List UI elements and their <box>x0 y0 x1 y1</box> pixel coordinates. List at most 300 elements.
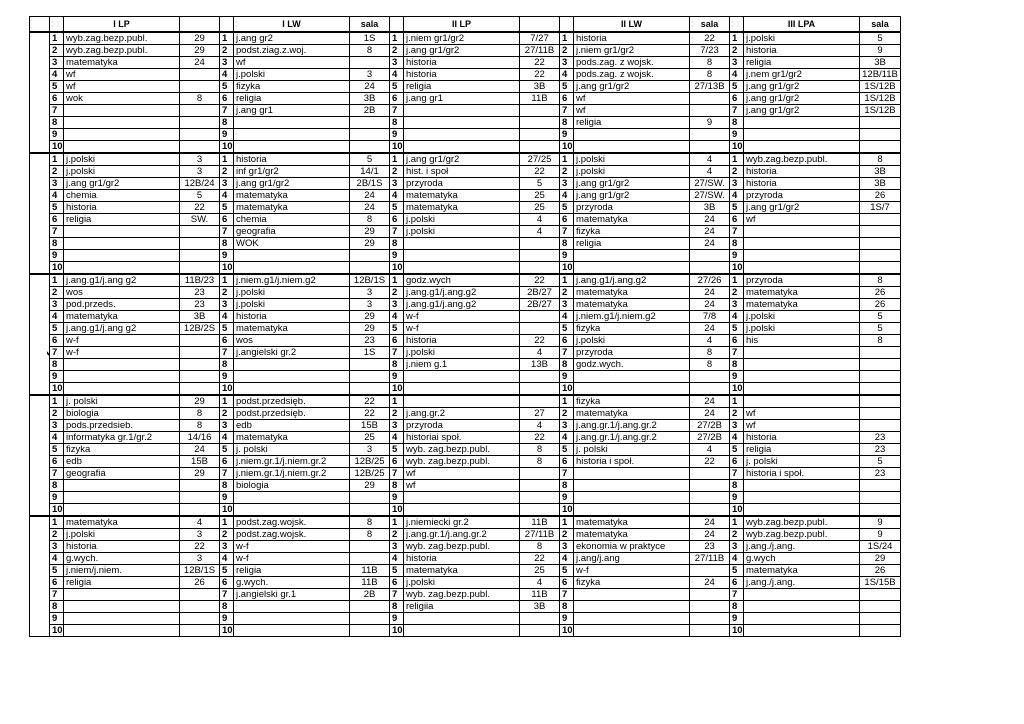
lesson-number-cell: 5 <box>220 444 234 456</box>
room-cell: 1S/15B <box>860 577 901 589</box>
subject-cell: historia <box>404 553 520 565</box>
room-cell: 1S <box>350 32 390 45</box>
day-label <box>30 395 50 516</box>
room-cell: 11B <box>520 93 560 105</box>
room-cell <box>690 601 730 613</box>
room-cell <box>860 480 901 492</box>
room-cell: 22 <box>520 166 560 178</box>
lesson-number-cell: 10 <box>220 262 234 275</box>
room-cell: 3B <box>690 202 730 214</box>
subject-cell: edb <box>64 456 180 468</box>
room-cell <box>520 262 560 275</box>
subject-cell <box>64 625 180 637</box>
subject-cell: j.ang gr1/gr2 <box>574 81 690 93</box>
lesson-number-cell: 4 <box>390 432 404 444</box>
lesson-row <box>30 202 901 214</box>
lesson-row <box>30 613 901 625</box>
room-cell: 2B/27 <box>520 287 560 299</box>
room-cell: 4 <box>690 166 730 178</box>
lesson-number-cell: 3 <box>730 299 744 311</box>
lesson-number-cell: 3 <box>390 299 404 311</box>
room-cell: 24 <box>180 444 220 456</box>
room-cell: 23 <box>350 335 390 347</box>
lesson-number-cell: 3 <box>220 299 234 311</box>
subject-cell: historia <box>744 45 860 57</box>
room-cell: 4 <box>690 444 730 456</box>
lesson-number-cell: 8 <box>50 480 64 492</box>
room-cell <box>350 601 390 613</box>
lesson-number-cell: 2 <box>390 287 404 299</box>
header-room-2lw: sala <box>690 17 730 33</box>
room-cell: 24 <box>690 226 730 238</box>
subject-cell: historia <box>64 541 180 553</box>
lesson-number-cell: 8 <box>560 359 574 371</box>
lesson-number-cell: 3 <box>560 299 574 311</box>
room-cell: 8 <box>180 93 220 105</box>
lesson-number-cell: 9 <box>390 371 404 383</box>
lesson-number-cell: 4 <box>50 553 64 565</box>
lesson-number-cell: 3 <box>220 420 234 432</box>
lesson-number-cell: 8 <box>50 601 64 613</box>
header-class-3lpa: III LPA <box>744 17 860 33</box>
lesson-number-cell: 9 <box>730 613 744 625</box>
lesson-number-cell: 6 <box>730 456 744 468</box>
lesson-number-cell: 2 <box>220 45 234 57</box>
room-cell: 8 <box>520 456 560 468</box>
lesson-number-cell: 9 <box>730 492 744 504</box>
room-cell: 22 <box>690 32 730 45</box>
subject-cell: w-f <box>234 553 350 565</box>
lesson-number-cell: 10 <box>390 504 404 517</box>
lesson-number-cell: 1 <box>560 153 574 166</box>
lesson-number-cell: 5 <box>220 565 234 577</box>
subject-cell <box>574 625 690 637</box>
room-cell: 3 <box>180 153 220 166</box>
room-cell: 5 <box>860 323 901 335</box>
subject-cell: wyb.zag.bezp.publ. <box>64 45 180 57</box>
room-cell <box>860 226 901 238</box>
room-cell: 25 <box>520 202 560 214</box>
subject-cell: religia <box>64 214 180 226</box>
subject-cell: j.niem.g1/j.niem.g2 <box>234 274 350 287</box>
lesson-number-cell: 10 <box>730 383 744 396</box>
lesson-number-cell: 3 <box>730 541 744 553</box>
lesson-number-cell: 5 <box>390 444 404 456</box>
subject-cell: wyb.zag.bezp.publ. <box>744 529 860 541</box>
lesson-row <box>30 383 901 396</box>
subject-cell <box>64 250 180 262</box>
subject-cell: historia <box>404 69 520 81</box>
subject-cell <box>234 383 350 396</box>
subject-cell: j.polski <box>234 287 350 299</box>
lesson-number-cell: 3 <box>390 541 404 553</box>
room-cell <box>520 504 560 517</box>
lesson-row <box>30 601 901 613</box>
room-cell: 3B <box>520 601 560 613</box>
lesson-row <box>30 93 901 105</box>
lesson-number-cell: 4 <box>560 553 574 565</box>
header-spacer <box>220 17 234 33</box>
subject-cell: j.ang.g1/j.ang g2 <box>64 274 180 287</box>
lesson-number-cell: 5 <box>730 565 744 577</box>
room-cell <box>690 129 730 141</box>
lesson-number-cell: 5 <box>730 323 744 335</box>
header-room-1lw: sala <box>350 17 390 33</box>
subject-cell: historiai społ. <box>404 432 520 444</box>
lesson-row <box>30 347 901 359</box>
room-cell: 3 <box>350 299 390 311</box>
lesson-number-cell: 9 <box>560 129 574 141</box>
lesson-number-cell: 3 <box>730 57 744 69</box>
room-cell: 26 <box>860 565 901 577</box>
lesson-number-cell: 2 <box>730 287 744 299</box>
lesson-number-cell: 5 <box>390 565 404 577</box>
room-cell: 24 <box>690 529 730 541</box>
lesson-row <box>30 32 901 45</box>
room-cell: 3 <box>180 529 220 541</box>
lesson-number-cell: 5 <box>730 202 744 214</box>
room-cell: 8 <box>520 541 560 553</box>
lesson-number-cell: 7 <box>560 589 574 601</box>
lesson-row <box>30 299 901 311</box>
lesson-number-cell: 9 <box>390 613 404 625</box>
subject-cell <box>744 347 860 359</box>
subject-cell: matematyka <box>574 299 690 311</box>
room-cell: 26 <box>860 287 901 299</box>
lesson-number-cell: 1 <box>730 274 744 287</box>
subject-cell: religia <box>744 57 860 69</box>
room-cell: 7/8 <box>690 311 730 323</box>
lesson-number-cell: 1 <box>50 395 64 408</box>
lesson-number-cell: 7 <box>220 105 234 117</box>
subject-cell: edb <box>234 420 350 432</box>
lesson-number-cell: 7 <box>50 589 64 601</box>
room-cell: 26 <box>860 299 901 311</box>
lesson-number-cell: 5 <box>390 202 404 214</box>
subject-cell: w-f <box>64 347 180 359</box>
lesson-number-cell: 4 <box>50 69 64 81</box>
lesson-number-cell: 8 <box>560 480 574 492</box>
lesson-number-cell: 7 <box>220 226 234 238</box>
lesson-number-cell: 2 <box>50 287 64 299</box>
room-cell <box>860 613 901 625</box>
subject-cell <box>404 613 520 625</box>
subject-cell: matematyka <box>574 529 690 541</box>
subject-cell: religia <box>404 81 520 93</box>
subject-cell: j.polski <box>744 323 860 335</box>
subject-cell <box>744 625 860 637</box>
subject-cell: matematyka <box>64 57 180 69</box>
lesson-number-cell: 9 <box>50 371 64 383</box>
subject-cell: matematyka <box>404 565 520 577</box>
subject-cell: j.polski <box>404 214 520 226</box>
lesson-row <box>30 516 901 529</box>
room-cell <box>860 359 901 371</box>
room-cell: 27/2B <box>690 420 730 432</box>
subject-cell <box>404 117 520 129</box>
subject-cell: wyb. zag.bezp.publ. <box>404 456 520 468</box>
lesson-number-cell: 5 <box>730 444 744 456</box>
room-cell: 3B <box>860 166 901 178</box>
room-cell: 23 <box>860 444 901 456</box>
lesson-row <box>30 408 901 420</box>
room-cell: 4 <box>520 577 560 589</box>
room-cell: 3B <box>520 81 560 93</box>
subject-cell <box>64 238 180 250</box>
lesson-number-cell: 5 <box>560 444 574 456</box>
room-cell: 8 <box>690 57 730 69</box>
subject-cell <box>234 371 350 383</box>
subject-cell: wf <box>404 468 520 480</box>
subject-cell: g.wych <box>744 553 860 565</box>
lesson-number-cell: 9 <box>220 613 234 625</box>
room-cell: 5 <box>860 456 901 468</box>
subject-cell: j.niem.g1/j.niem.g2 <box>574 311 690 323</box>
lesson-number-cell: 8 <box>730 117 744 129</box>
room-cell <box>350 371 390 383</box>
room-cell <box>180 105 220 117</box>
room-cell <box>860 371 901 383</box>
subject-cell: wf <box>574 93 690 105</box>
subject-cell: historia <box>404 57 520 69</box>
lesson-number-cell: 3 <box>730 178 744 190</box>
subject-cell: przyroda <box>744 274 860 287</box>
lesson-number-cell: 2 <box>220 529 234 541</box>
room-cell <box>520 250 560 262</box>
room-cell <box>350 383 390 396</box>
subject-cell: wf <box>744 214 860 226</box>
subject-cell <box>64 601 180 613</box>
subject-cell: j.polski <box>574 153 690 166</box>
room-cell <box>860 408 901 420</box>
room-cell <box>180 262 220 275</box>
subject-cell: informatyka gr.1/gr.2 <box>64 432 180 444</box>
lesson-row <box>30 565 901 577</box>
subject-cell <box>574 468 690 480</box>
room-cell: 4 <box>690 335 730 347</box>
lesson-number-cell: 3 <box>390 178 404 190</box>
lesson-row <box>30 480 901 492</box>
room-cell: 22 <box>350 395 390 408</box>
room-cell: 22 <box>690 456 730 468</box>
subject-cell: j.niem/j.niem. <box>64 565 180 577</box>
lesson-number-cell: 10 <box>560 504 574 517</box>
lesson-number-cell: 3 <box>50 420 64 432</box>
subject-cell: j.niem g.1 <box>404 359 520 371</box>
lesson-number-cell: 3 <box>220 541 234 553</box>
lesson-number-cell: 5 <box>50 323 64 335</box>
subject-cell: j.ang gr1 <box>404 93 520 105</box>
subject-cell: j.ang gr1 <box>234 105 350 117</box>
lesson-number-cell: 3 <box>560 57 574 69</box>
room-cell: 7/27 <box>520 32 560 45</box>
subject-cell <box>64 371 180 383</box>
room-cell <box>690 250 730 262</box>
room-cell <box>180 613 220 625</box>
subject-cell: j.nem gr1/gr2 <box>744 69 860 81</box>
room-cell <box>180 117 220 129</box>
lesson-number-cell: 1 <box>560 274 574 287</box>
subject-cell <box>234 625 350 637</box>
header-room-3lpa: sala <box>860 17 901 33</box>
subject-cell <box>574 613 690 625</box>
room-cell: 22 <box>520 553 560 565</box>
subject-cell: pods.przedsieb. <box>64 420 180 432</box>
room-cell <box>690 613 730 625</box>
subject-cell <box>404 625 520 637</box>
subject-cell: j.polski <box>574 335 690 347</box>
subject-cell: matematyka <box>574 516 690 529</box>
lesson-number-cell: 6 <box>730 214 744 226</box>
subject-cell: pod.przeds. <box>64 299 180 311</box>
lesson-number-cell: 4 <box>560 190 574 202</box>
subject-cell: j.ang.gr.1/j.ang.gr.2 <box>574 420 690 432</box>
subject-cell: w-f <box>574 565 690 577</box>
subject-cell <box>744 589 860 601</box>
lesson-row <box>30 420 901 432</box>
lesson-row <box>30 323 901 335</box>
lesson-number-cell: 10 <box>390 383 404 396</box>
room-cell: 3 <box>180 553 220 565</box>
subject-cell <box>64 226 180 238</box>
lesson-row <box>30 178 901 190</box>
subject-cell <box>404 238 520 250</box>
room-cell <box>860 420 901 432</box>
subject-cell <box>574 480 690 492</box>
room-cell: 29 <box>350 226 390 238</box>
subject-cell: j.polski <box>404 577 520 589</box>
room-cell: 8 <box>180 408 220 420</box>
lesson-number-cell: 8 <box>220 238 234 250</box>
subject-cell <box>64 129 180 141</box>
room-cell: 23 <box>180 299 220 311</box>
room-cell: 1S/12B <box>860 105 901 117</box>
subject-cell: wf <box>574 105 690 117</box>
subject-cell: j.ang gr1/gr2 <box>574 178 690 190</box>
header-row <box>30 17 901 33</box>
lesson-number-cell: 2 <box>730 45 744 57</box>
subject-cell <box>64 504 180 517</box>
subject-cell: matematyka <box>744 565 860 577</box>
subject-cell: j.polski <box>574 166 690 178</box>
lesson-number-cell: 8 <box>50 359 64 371</box>
subject-cell <box>574 601 690 613</box>
subject-cell <box>574 129 690 141</box>
lesson-number-cell: 10 <box>220 625 234 637</box>
lesson-number-cell: 7 <box>560 468 574 480</box>
room-cell <box>180 383 220 396</box>
lesson-number-cell: 6 <box>50 456 64 468</box>
subject-cell: wyb.zag.bezp.publ. <box>64 32 180 45</box>
room-cell <box>690 504 730 517</box>
subject-cell: chemia <box>64 190 180 202</box>
subject-cell: geografia <box>234 226 350 238</box>
room-cell <box>860 214 901 226</box>
lesson-number-cell: 4 <box>730 190 744 202</box>
room-cell: 9 <box>860 529 901 541</box>
room-cell: 1S <box>350 347 390 359</box>
subject-cell: godz.wych. <box>574 359 690 371</box>
lesson-number-cell: 4 <box>390 190 404 202</box>
lesson-row <box>30 504 901 517</box>
room-cell: 27/SW. <box>690 190 730 202</box>
subject-cell: matematyka <box>404 190 520 202</box>
subject-cell: wyb.zag.bezp.publ. <box>744 516 860 529</box>
room-cell <box>860 347 901 359</box>
subject-cell <box>744 383 860 396</box>
subject-cell: matematyka <box>744 287 860 299</box>
lesson-number-cell: 1 <box>50 153 64 166</box>
day-label <box>30 274 50 395</box>
room-cell <box>350 625 390 637</box>
room-cell <box>350 262 390 275</box>
subject-cell <box>744 238 860 250</box>
lesson-row <box>30 69 901 81</box>
subject-cell: j.ang.g1/j.ang.g2 <box>404 299 520 311</box>
lesson-number-cell: 3 <box>730 420 744 432</box>
room-cell: 4 <box>520 347 560 359</box>
lesson-number-cell: 1 <box>560 32 574 45</box>
room-cell: 24 <box>690 299 730 311</box>
lesson-number-cell: 10 <box>220 141 234 154</box>
lesson-number-cell: 10 <box>50 383 64 396</box>
lesson-number-cell: 9 <box>220 129 234 141</box>
lesson-row <box>30 553 901 565</box>
lesson-number-cell: 3 <box>560 178 574 190</box>
lesson-row <box>30 226 901 238</box>
lesson-number-cell: 7 <box>50 226 64 238</box>
room-cell <box>520 105 560 117</box>
subject-cell: j.ang.gr.1/j.ang.gr.2 <box>574 432 690 444</box>
room-cell: 22 <box>180 541 220 553</box>
room-cell: 9 <box>690 117 730 129</box>
room-cell: 25 <box>520 190 560 202</box>
lesson-number-cell: 2 <box>50 408 64 420</box>
room-cell: 25 <box>520 565 560 577</box>
room-cell: 3B <box>350 93 390 105</box>
subject-cell <box>64 262 180 275</box>
room-cell <box>180 81 220 93</box>
room-cell: 27/SW. <box>690 178 730 190</box>
lesson-number-cell: 6 <box>560 456 574 468</box>
room-cell: 29 <box>180 32 220 45</box>
lesson-row <box>30 492 901 504</box>
room-cell <box>860 262 901 275</box>
lesson-number-cell: 8 <box>730 238 744 250</box>
room-cell <box>350 117 390 129</box>
subject-cell: pods.zag. z wojsk. <box>574 69 690 81</box>
subject-cell: historia <box>234 311 350 323</box>
subject-cell: WOK <box>234 238 350 250</box>
subject-cell: przyroda <box>574 347 690 359</box>
lesson-number-cell: 8 <box>50 117 64 129</box>
room-cell: SW. <box>180 214 220 226</box>
lesson-row <box>30 166 901 178</box>
lesson-number-cell: 9 <box>220 250 234 262</box>
lesson-number-cell: 4 <box>560 69 574 81</box>
room-cell: 3 <box>350 287 390 299</box>
subject-cell <box>744 395 860 408</box>
lesson-number-cell: 4 <box>730 432 744 444</box>
subject-cell: j.niem.gr.1/j.niem.gr.2 <box>234 456 350 468</box>
room-cell <box>350 57 390 69</box>
lesson-number-cell: 8 <box>220 359 234 371</box>
room-cell: 8 <box>860 335 901 347</box>
lesson-number-cell: 7 <box>560 347 574 359</box>
room-cell: 29 <box>350 323 390 335</box>
lesson-number-cell: 10 <box>560 625 574 637</box>
subject-cell <box>744 250 860 262</box>
